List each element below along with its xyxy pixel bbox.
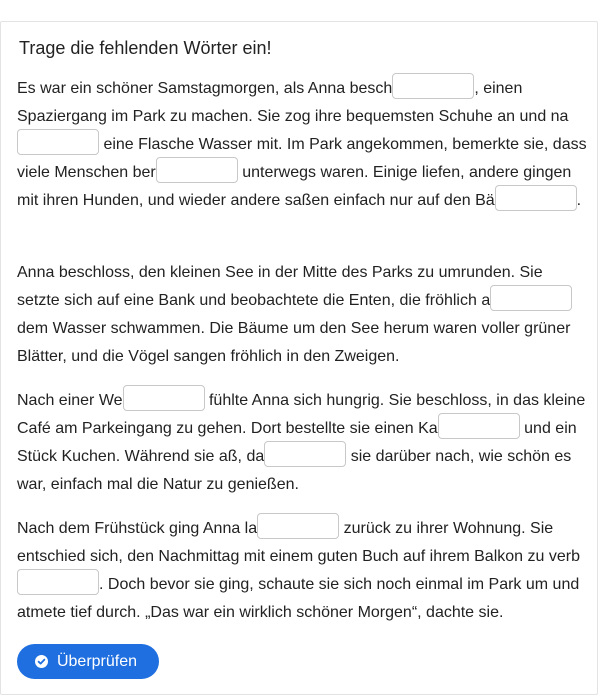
check-circle-icon [35,655,48,668]
text-segment: Nach dem Frühstück ging Anna la [17,520,258,537]
gap-input-10[interactable] [17,569,99,595]
gap-input-7[interactable] [438,413,520,439]
text-segment: sie darüber nach, wie schön es war, einfach mal die Natur zu genießen. [17,448,572,493]
paragraph-2 [17,259,587,371]
text-segment: Nach einer We [17,392,123,409]
text-segment: und ein Stück Kuchen. Während sie aß, da [17,420,577,465]
check-button[interactable] [17,644,159,679]
gap-input-1[interactable] [392,73,474,99]
text-segment: . Doch bevor sie ging, schaute sie sich noch einmal im Park um und atmete tief durch. „Das war ein wirklich schöner Morgen“, dachte sie. [17,576,580,621]
text-segment: Es war ein schöner Samstagmorgen, als Anna besch [17,80,393,97]
text-segment: dem Wasser schwammen. Die Bäume um den See herum waren voller grüner Blätter, und die Vögel sangen fröhlich in den Zweigen. [17,320,571,365]
text-segment: Anna beschloss, den kleinen See in der Mitte des Parks zu umrunden. Sie setzte sich auf eine Bank und beobachtete die Enten, die fröhlich a [17,264,543,309]
text-segment: unterwegs waren. Einige liefen, andere gingen mit ihren Hunden, und wieder andere saßen einfach nur auf den Bä [17,164,572,209]
gap-input-4[interactable] [495,185,577,211]
text-segment: eine Flasche Wasser mit. Im Park angekommen, bemerkte sie, dass viele Menschen ber [17,136,587,181]
paragraph-3 [17,387,587,499]
gap-input-9[interactable] [257,513,339,539]
gap-input-2[interactable] [17,129,99,155]
text-segment: zurück zu ihrer Wohnung. Sie entschied sich, den Nachmittag mit einem guten Buch auf ihrem Balkon zu verb [17,520,580,565]
text-segment: . [576,192,582,209]
exercise-title: Trage die fehlenden Wörter ein! [19,38,272,58]
paragraph-1 [17,75,587,215]
gap-input-5[interactable] [490,285,572,311]
gap-input-8[interactable] [264,441,346,467]
gap-input-6[interactable] [123,385,205,411]
gap-input-3[interactable] [156,157,238,183]
text-segment: , einen Spaziergang im Park zu machen. Sie zog ihre bequemsten Schuhe an und na [17,80,569,125]
text-segment: fühlte Anna sich hungrig. Sie beschloss, in das kleine Café am Parkeingang zu gehen. Dort bestellte sie einen Ka [17,392,586,437]
paragraph-4 [17,515,587,627]
check-button-label: Überprüfen [56,652,138,670]
